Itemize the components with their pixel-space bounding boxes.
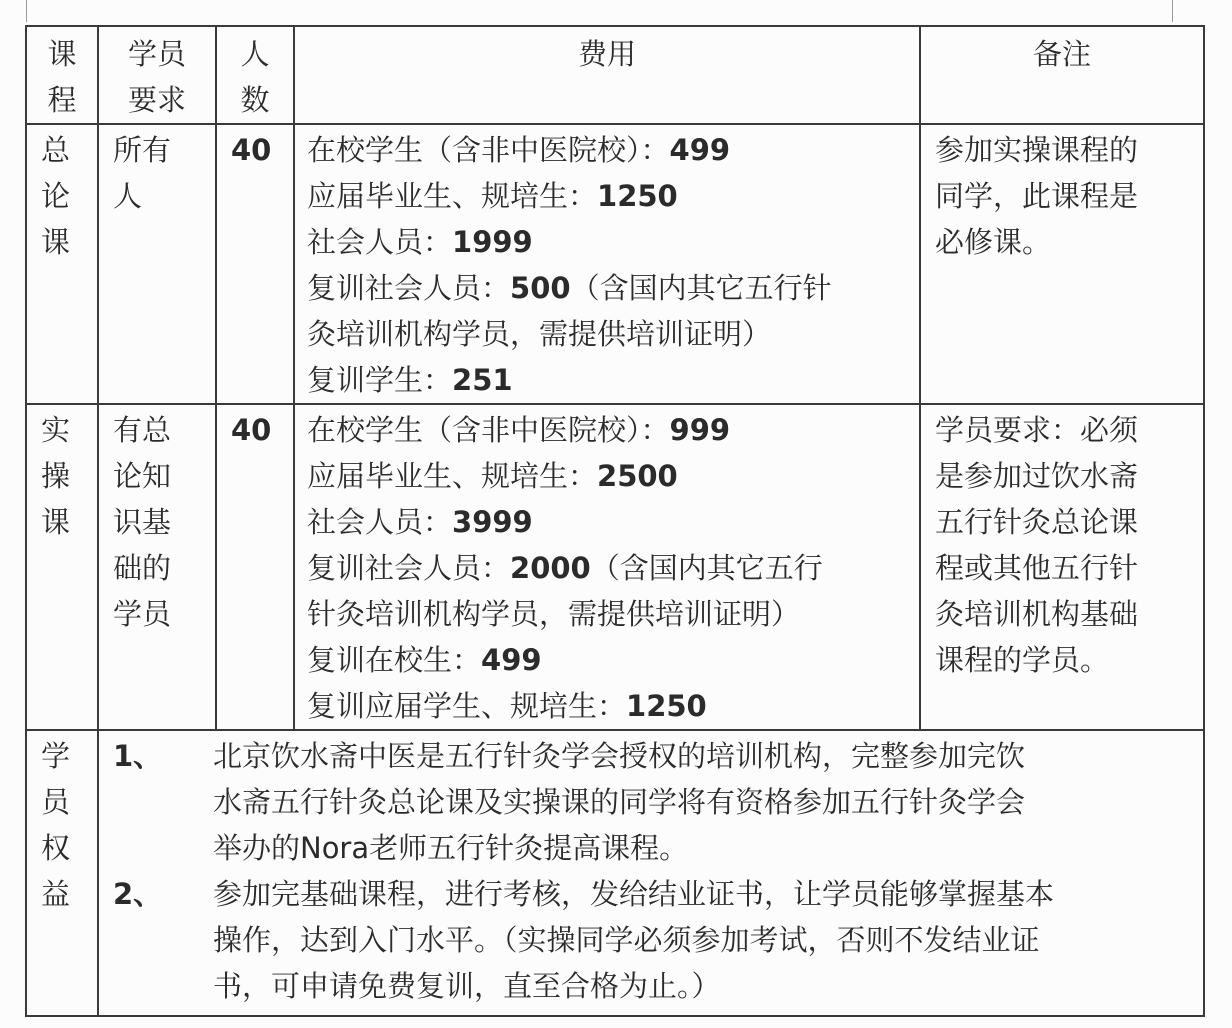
rights-item-number: 2、 bbox=[113, 877, 163, 911]
crop-mark-left bbox=[26, 0, 27, 22]
fee-cell bbox=[294, 124, 920, 404]
rights-item-number: 1、 bbox=[113, 739, 163, 773]
note-cell: 学员要求：必须 是参加过饮水斋 五行针灸总论课 程或其他五行针 灸培训机构基础 课程的学员。 bbox=[920, 404, 1204, 730]
crop-mark-right bbox=[1172, 0, 1173, 22]
fee-line: 复训学生：251 bbox=[307, 363, 513, 397]
fee-line: 复训在校生：499 bbox=[307, 643, 542, 677]
count-cell: 40 bbox=[216, 404, 294, 730]
rights-item-text: 北京饮水斋中医是五行针灸学会授权的培训机构，完整参加完饮 水斋五行针灸总论课及实操课的同学将有资格参加五行针灸学会 举办的Nora老师五行针灸提高课程。 bbox=[213, 739, 1026, 865]
requirement-cell: 有总 论知 识基 础的 学员 bbox=[98, 404, 216, 730]
course-name-cell: 实 操 课 bbox=[26, 404, 98, 730]
header-fee: 费用 bbox=[294, 26, 920, 124]
fee-line: 在校学生（含非中医院校）：999 bbox=[307, 413, 731, 447]
rights-item bbox=[113, 871, 1203, 1009]
header-course: 课 程 bbox=[26, 26, 98, 124]
course-fee-table bbox=[25, 25, 1205, 1017]
rights-item-text: 参加完基础课程，进行考核，发给结业证书，让学员能够掌握基本 操作，达到入门水平。（实操同学必须参加考试，否则不发结业证 书，可申请免费复训，直至合格为止。） bbox=[213, 877, 1055, 1003]
header-requirement: 学员 要求 bbox=[98, 26, 216, 124]
fee-line: 针灸培训机构学员，需提供培训证明） bbox=[307, 597, 801, 631]
rights-row bbox=[26, 730, 1204, 1016]
fee-line: 社会人员：1999 bbox=[307, 225, 533, 259]
note-cell: 参加实操课程的 同学，此课程是 必修课。 bbox=[920, 124, 1204, 404]
header-row bbox=[26, 26, 1204, 124]
fee-cell bbox=[294, 404, 920, 730]
fee-line: 复训社会人员：2000（含国内其它五行 bbox=[307, 551, 823, 585]
fee-line: 在校学生（含非中医院校）：499 bbox=[307, 133, 731, 167]
requirement-cell: 所有 人 bbox=[98, 124, 216, 404]
course-name-cell: 总 论 课 bbox=[26, 124, 98, 404]
rights-item bbox=[113, 733, 1203, 871]
fee-line: 复训应届学生、规培生：1250 bbox=[307, 689, 707, 723]
fee-line: 应届毕业生、规培生：1250 bbox=[307, 179, 678, 213]
table-row bbox=[26, 404, 1204, 730]
table-row bbox=[26, 124, 1204, 404]
header-note: 备注 bbox=[920, 26, 1204, 124]
rights-content-cell bbox=[98, 730, 1204, 1016]
header-count: 人 数 bbox=[216, 26, 294, 124]
rights-label-cell: 学 员 权 益 bbox=[26, 730, 98, 1016]
fee-line: 应届毕业生、规培生：2500 bbox=[307, 459, 678, 493]
fee-line: 灸培训机构学员，需提供培训证明） bbox=[307, 317, 772, 351]
fee-line: 社会人员：3999 bbox=[307, 505, 533, 539]
fee-line: 复训社会人员：500（含国内其它五行针 bbox=[307, 271, 832, 305]
count-cell: 40 bbox=[216, 124, 294, 404]
